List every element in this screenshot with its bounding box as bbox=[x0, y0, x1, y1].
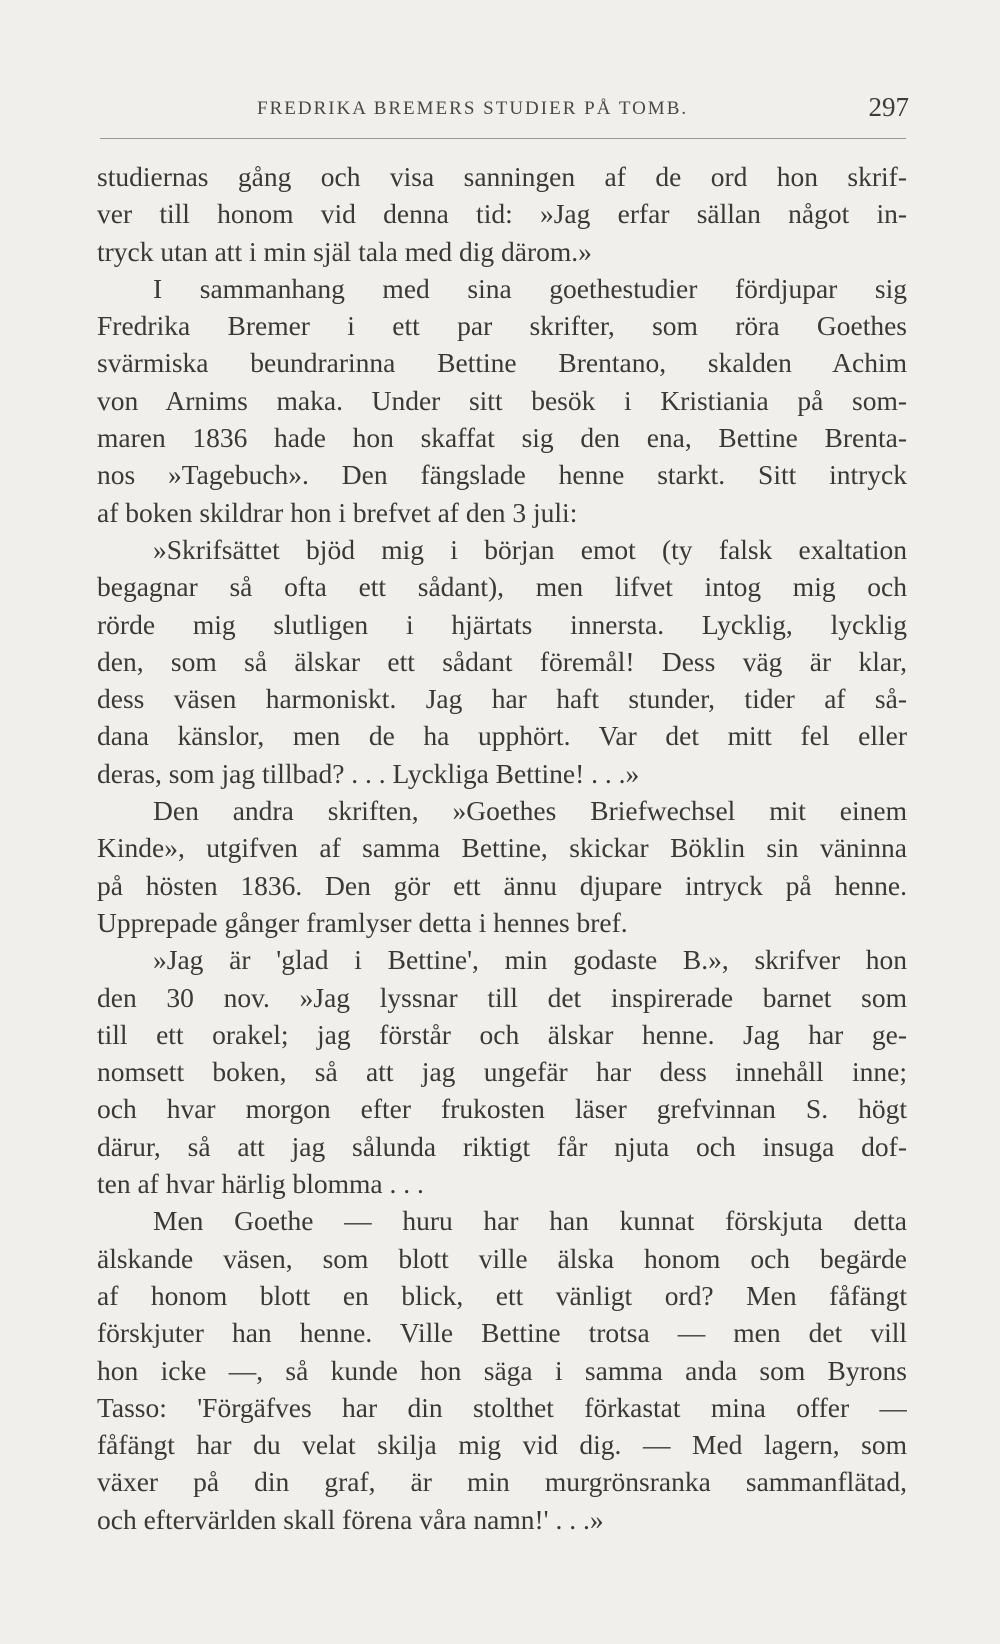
text-line: därur, så att jag sålunda riktigt får njuta och insuga dof- bbox=[97, 1130, 907, 1162]
text-line: svärmiska beundrarinna Bettine Brentano, skalden Achim bbox=[97, 347, 907, 379]
text-line: Upprepade gånger framlyser detta i hennes bref. bbox=[97, 906, 628, 938]
text-line: och hvar morgon efter frukosten läser grefvinnan S. högt bbox=[97, 1093, 907, 1125]
text-line: maren 1836 hade hon skaffat sig den ena, Bettine Brenta- bbox=[97, 422, 907, 454]
text-line: förskjuter han henne. Ville Bettine trotsa — men det vill bbox=[97, 1317, 907, 1349]
text-line: nos »Tagebuch». Den fängslade henne starkt. Sitt intryck bbox=[97, 459, 907, 491]
text-line: nomsett boken, så att jag ungefär har dess innehåll inne; bbox=[97, 1056, 907, 1088]
text-line: I sammanhang med sina goethestudier fördjupar sig bbox=[153, 272, 907, 304]
text-line: »Jag är 'glad i Bettine', min godaste B.», skrifver hon bbox=[153, 944, 907, 976]
text-line: Den andra skriften, »Goethes Briefwechsel mit einem bbox=[153, 795, 907, 827]
text-line: fåfängt har du velat skilja mig vid dig. — Med lagern, som bbox=[97, 1429, 907, 1461]
text-line: Fredrika Bremer i ett par skrifter, som röra Goethes bbox=[97, 310, 907, 342]
page-header bbox=[97, 92, 909, 132]
text-line: dess väsen harmoniskt. Jag har haft stunder, tider af så- bbox=[97, 683, 907, 715]
text-line: Tasso: 'Förgäfves har din stolthet förkastat mina offer — bbox=[97, 1391, 907, 1423]
text-line: von Arnims maka. Under sitt besök i Kristiania på som- bbox=[97, 384, 907, 416]
text-line: växer på din graf, är min murgrönsranka sammanflätad, bbox=[97, 1466, 907, 1498]
text-line: hon icke —, så kunde hon säga i samma anda som Byrons bbox=[97, 1354, 907, 1386]
text-line: ver till honom vid denna tid: »Jag erfar sällan något in- bbox=[97, 198, 907, 230]
text-line: »Skrifsättet bjöd mig i början emot (ty falsk exaltation bbox=[153, 533, 907, 565]
text-line: till ett orakel; jag förstår och älskar henne. Jag har ge- bbox=[97, 1018, 907, 1050]
text-line: den 30 nov. »Jag lyssnar till det inspirerade barnet som bbox=[97, 981, 907, 1013]
text-line: begagnar så ofta ett sådant), men lifvet intog mig och bbox=[97, 571, 907, 603]
text-line: af boken skildrar hon i brefvet af den 3 juli: bbox=[97, 496, 578, 528]
body-text bbox=[97, 158, 907, 1538]
text-line: af honom blott en blick, ett vänligt ord? Men fåfängt bbox=[97, 1279, 907, 1311]
text-line: på hösten 1836. Den gör ett ännu djupare intryck på henne. bbox=[97, 869, 907, 901]
text-line: och eftervärlden skall förena våra namn!' . . .» bbox=[97, 1503, 604, 1535]
text-line: älskande väsen, som blott ville älska honom och begärde bbox=[97, 1242, 907, 1274]
page-number: 297 bbox=[868, 92, 909, 122]
text-line: tryck utan att i min själ tala med dig därom.» bbox=[97, 235, 592, 267]
text-line: studiernas gång och visa sanningen af de ord hon skrif- bbox=[97, 161, 907, 192]
header-rule bbox=[100, 138, 906, 139]
text-line: den, som så älskar ett sådant föremål! Dess väg är klar, bbox=[97, 645, 907, 677]
text-line: deras, som jag tillbad? . . . Lyckliga Bettine! . . .» bbox=[97, 757, 640, 789]
running-head: FREDRIKA BREMERS STUDIER PÅ TOMB. bbox=[257, 98, 689, 119]
text-line: dana känslor, men de ha upphört. Var det mitt fel eller bbox=[97, 720, 907, 752]
text-line: Kinde», utgifven af samma Bettine, skickar Böklin sin väninna bbox=[97, 832, 907, 864]
text-line: Men Goethe — huru har han kunnat förskjuta detta bbox=[153, 1205, 907, 1237]
text-line: rörde mig slutligen i hjärtats innersta. Lycklig, lycklig bbox=[97, 608, 907, 640]
text-line: ten af hvar härlig blomma . . . bbox=[97, 1168, 424, 1200]
